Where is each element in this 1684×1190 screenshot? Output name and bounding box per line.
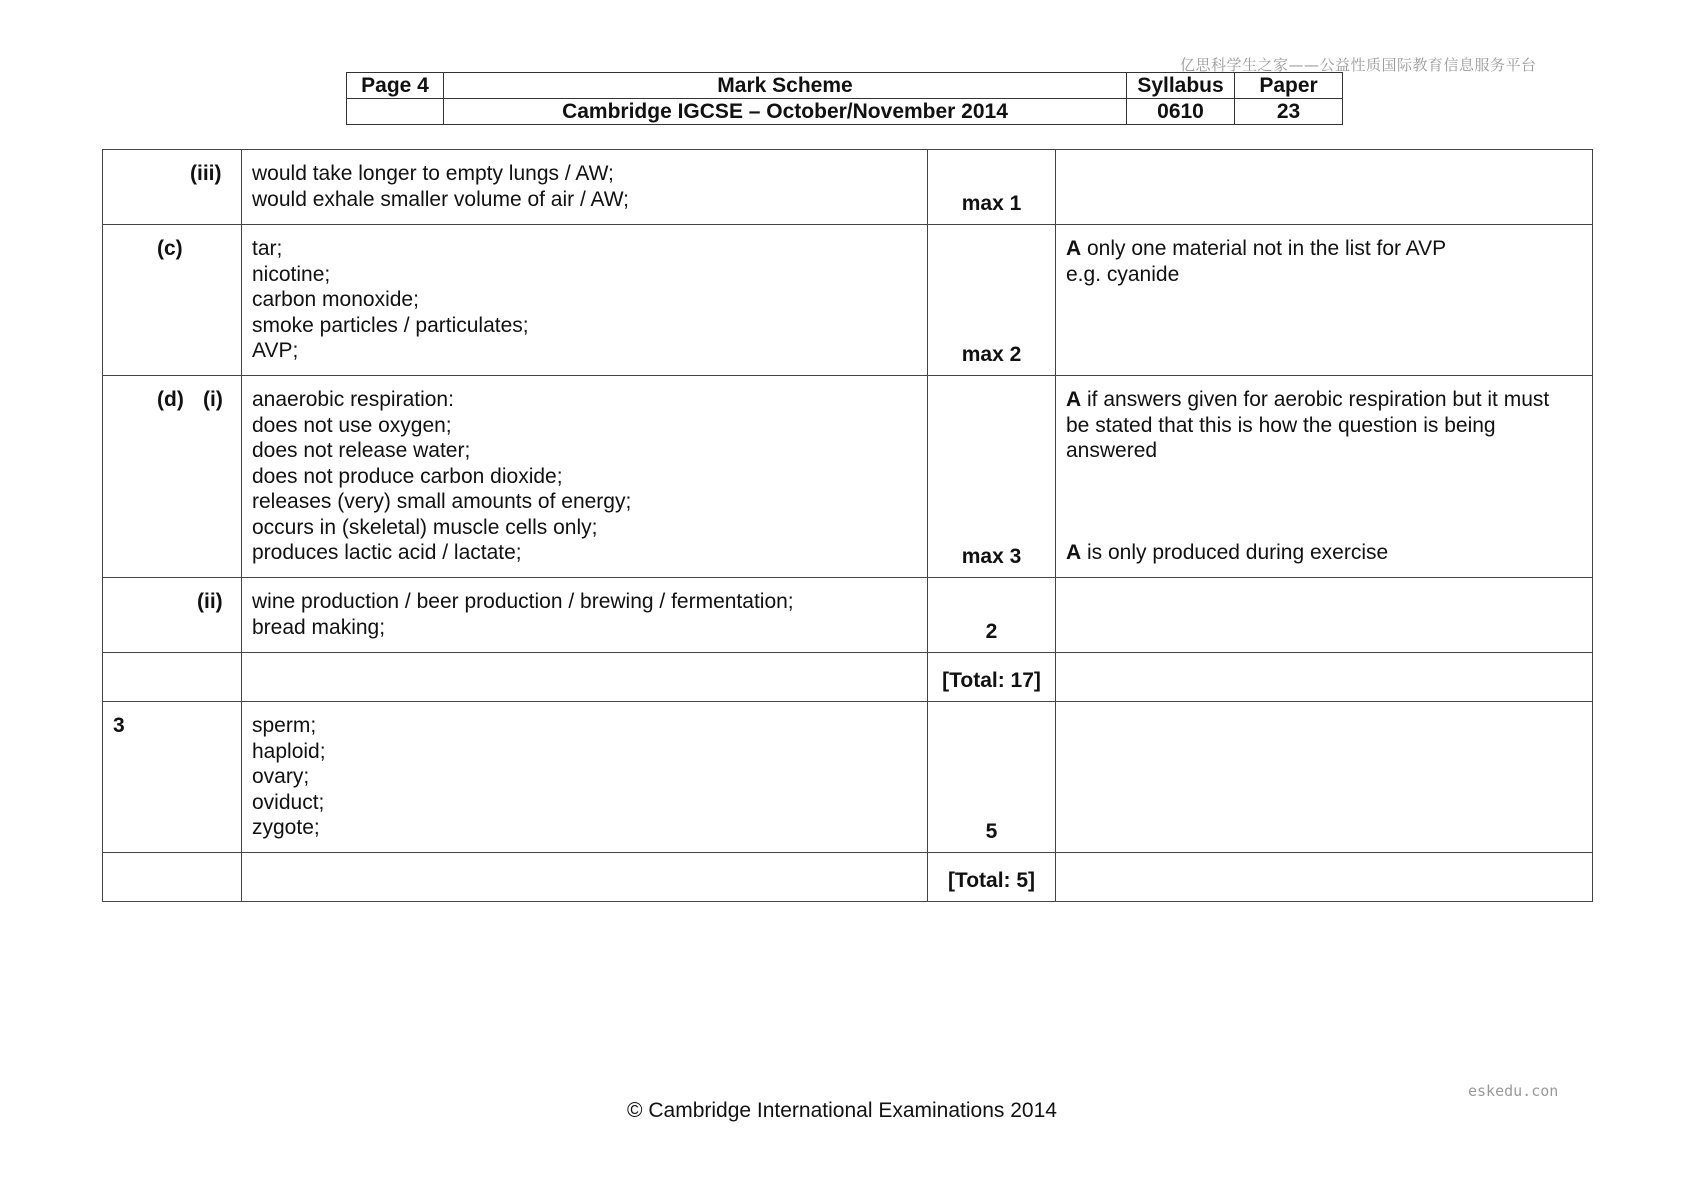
answer-line: sperm; [252,714,317,737]
table-row [103,853,1593,902]
answer-line: occurs in (skeletal) muscle cells only; [252,515,598,539]
syllabus-label: Syllabus [1127,73,1235,99]
answer-line: does not use oxygen; [252,413,452,437]
guidance-accept: A [1066,237,1082,260]
answer-line: anaerobic respiration: [252,388,454,411]
answer-line: nicotine; [252,262,331,286]
marks-cell: max 1 [928,150,1056,225]
copyright-footer: © Cambridge International Examinations 2014 [627,1099,1057,1122]
question-label: (ii) [103,578,242,653]
table-row [103,376,1593,578]
answer-line: ovary; [252,765,310,788]
empty-cell [242,653,928,702]
answer-line: smoke particles / particulates; [252,313,529,337]
guidance-text: be stated that this is how the question is being [1066,413,1496,437]
answer-line: AVP; [252,339,299,362]
marks-cell: max 2 [928,225,1056,376]
empty-cell [103,653,242,702]
empty-cell [1056,853,1593,902]
marks-cell: max 3 [928,376,1056,578]
total-marks: [Total: 5] [928,853,1056,902]
document-subtitle: Cambridge IGCSE – October/November 2014 [444,99,1127,125]
guidance-cell [1056,578,1593,653]
table-row [103,578,1593,653]
guidance-cell [1056,150,1593,225]
paper-label: Paper [1235,73,1343,99]
answer-line: would exhale smaller volume of air / AW; [252,187,629,211]
marks-cell: 2 [928,578,1056,653]
marks-cell: 5 [928,702,1056,853]
answer-line: wine production / beer production / brewing / fermentation; [252,590,794,613]
question-label: 3 [103,702,242,853]
guidance-cell [1056,225,1593,376]
guidance-accept: A [1066,541,1082,564]
document-title: Mark Scheme [444,73,1127,99]
answer-line: would take longer to empty lungs / AW; [252,162,614,185]
guidance-accept: A [1066,388,1082,411]
guidance-text: is only produced during exercise [1081,541,1389,564]
answer-line: does not produce carbon dioxide; [252,464,563,488]
guidance-text: only one material not in the list for AVP [1081,237,1447,260]
answer-line: produces lactic acid / lactate; [252,541,522,564]
table-row [103,702,1593,853]
guidance-text: if answers given for aerobic respiration but it must [1081,388,1550,411]
empty-cell [1056,653,1593,702]
guidance-text: answered [1066,439,1158,462]
answer-cell [242,225,928,376]
syllabus-code: 0610 [1127,99,1235,125]
table-row [103,653,1593,702]
total-marks: [Total: 17] [928,653,1056,702]
header-empty-cell [347,99,444,125]
page-number: Page 4 [347,73,444,99]
header-table [346,72,1343,125]
mark-scheme-table [102,149,1593,902]
answer-line: does not release water; [252,439,471,462]
answer-line: haploid; [252,739,326,763]
table-row [103,225,1593,376]
guidance-cell [1056,702,1593,853]
question-label: (d) (i) [103,376,242,578]
answer-cell [242,578,928,653]
answer-line: releases (very) small amounts of energy; [252,490,632,513]
guidance-text: e.g. cyanide [1066,262,1180,286]
paper-number: 23 [1235,99,1343,125]
answer-cell [242,376,928,578]
empty-cell [242,853,928,902]
answer-line: bread making; [252,615,386,639]
answer-line: tar; [252,237,283,260]
answer-line: carbon monoxide; [252,288,419,311]
answer-line: zygote; [252,816,320,839]
answer-cell [242,702,928,853]
answer-line: oviduct; [252,790,325,814]
question-label: (c) [103,225,242,376]
watermark-bottom: eskedu.con [1468,1082,1559,1100]
empty-cell [103,853,242,902]
answer-cell [242,150,928,225]
guidance-cell [1056,376,1593,578]
question-label: (iii) [103,150,242,225]
table-row [103,150,1593,225]
watermark-top: 亿思科学生之家——公益性质国际教育信息服务平台 [1180,56,1537,74]
